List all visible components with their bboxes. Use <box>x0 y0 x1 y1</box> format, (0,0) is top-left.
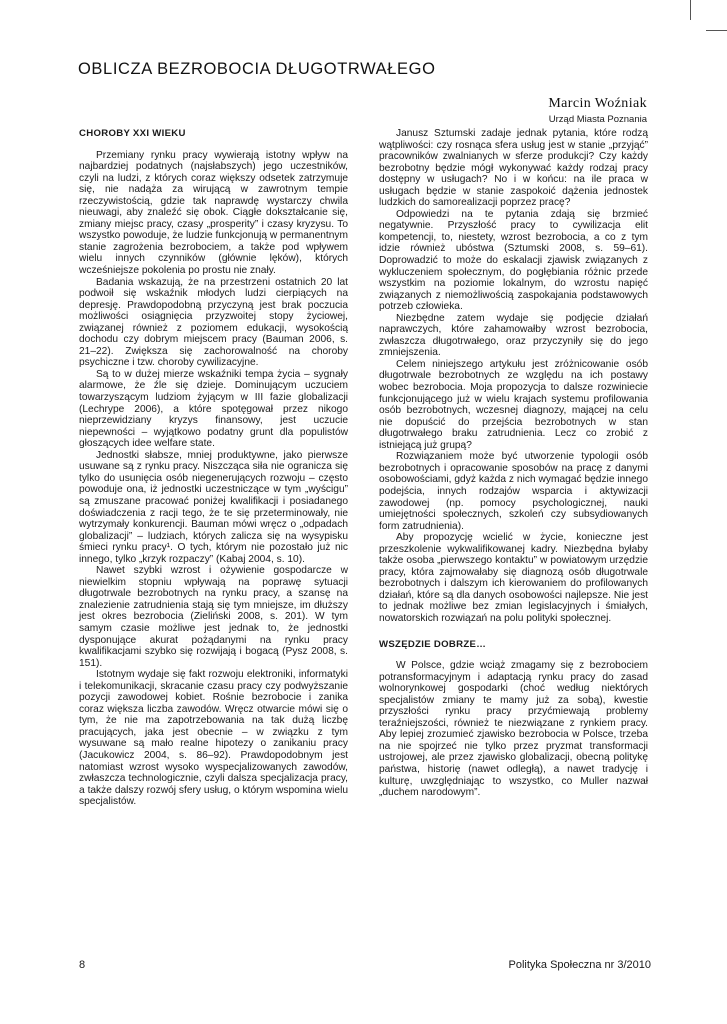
paragraph: Rozwiązaniem może być utworzenie typologii osób bezrobotnych i opracowanie sposobów na pracę z danymi osobowościami, gdyż każda z nich wymagać będzie innego podejścia, innych rodzajów wsparcia i aktywizacji zawodowej (np. pomocy psychologicznej, nauki umiejętności społecznych, szkoleń czy subsydiowanych form zatrudnienia). <box>379 451 648 532</box>
paragraph: Odpowiedzi na te pytania zdają się brzmieć negatywnie. Przyszłość pracy to cywilizacja elit kompetencji, to, niestety, wzrost bezrobocia, a co z tym idzie również ubóstwa (Sztumski 2008, s. 59–61). Doprowadzić to może do eskalacji zjawisk związanych z wykluczeniem społecznym, do pogłębiania różnic przede wszystkim na poziomie lokalnym, do wzrostu napięć związanych z niemożliwością zaspokajania podstawowych potrzeb człowieka. <box>379 208 648 313</box>
paragraph: Niezbędne zatem wydaje się podjęcie działań naprawczych, które zahamowałby wzrost bezrobocia, zwłaszcza długotrwałego, oraz przyczyniły się do jego zmniejszenia. <box>379 312 648 359</box>
crop-mark-horizontal <box>706 30 727 31</box>
paragraph: Istotnym wydaje się fakt rozwoju elektroniki, informatyki i telekomunikacji, skracanie czasu pracy czy podwyższanie pozycji zawodowej kobiet. Rośnie bezrobocie i zanika coraz większa liczba zawodów. Wręcz otwarcie mówi się o tym, że nie ma zapotrzebowania na tak dużą liczbę pracujących, jaka jest obecnie – w związku z tym wysuwane są mało realne hipotezy o zanikaniu pracy (Jacukowicz 2004, s. 86–92). Prawdopodobnym jest natomiast wzrost wysoko wyspecjalizowanych zawodów, zwłaszcza technologicznie, czyli dalsza specjalizacja pracy, a także dalszy rozwój sfery usług, o którym wspomina wielu specjalistów. <box>79 669 348 808</box>
paragraph: Badania wskazują, że na przestrzeni ostatnich 20 lat podwoił się wskaźnik młodych ludzi cierpiących na depresję. Prawdopodobną przyczyną jest brak poczucia możliwości osiągnięcia przyzwoitej stopy życiowej, związanej również z poziomem edukacji, wysokością dochodu czy dobrym miejscem pracy (Bauman 2006, s. 21–22). Zwiększa się zachorowalność na choroby psychiczne i tzw. choroby cywilizacyjne. <box>79 276 348 369</box>
paragraph: Celem niniejszego artykułu jest zróżnicowanie osób długotrwale bezrobotnych ze względu na ich postawy wobec bezrobocia. Moja propozycja to dalsze rozwiniecie funkcjonującego już w wielu krajach systemu profilowania osób bezrobotnych, wczesnej diagnozy, mającej na celu nie dopuścić do przejścia bezrobotnych w stan długotrwałego braku zatrudnienia. Lecz co zrobić z istniejącą już grupą? <box>379 358 648 451</box>
paragraph: Jednostki słabsze, mniej produktywne, jako pierwsze usuwane są z rynku pracy. Niszcząca siła nie ogranicza się tylko do usunięcia osób niegenerujących rozwoju – często powoduje ona, iż jednostki uczestniczące w tym „wyścigu” są zmuszane pracować poniżej kwalifikacji i posiadanego doświadczenia z racji tego, że te się przeterminowały, nie wytrzymały konkurencji. Bauman mówi wręcz o „odpadach globalizacji” – ludziach, których zalicza się na wysypisku śmieci rynku pracy¹. O tych, którym nie pozostało już nic innego, tylko „krzyk rozpaczy” (Kabaj 2004, s. 10). <box>79 449 348 565</box>
author-block <box>548 96 647 125</box>
author-affiliation: Urząd Miasta Poznania <box>548 114 647 125</box>
left-column <box>79 128 348 808</box>
paragraph: Nawet szybki wzrost i ożywienie gospodarcze w niewielkim stopniu wpływają na poprawę sytuacji długotrwale bezrobotnych na rynku pracy, a szansę na znalezienie zatrudnienia stają się tym mniejsze, im dłuższy jest okres bezrobocia (Zieliński 2008, s. 201). W tym samym czasie możliwe jest jednak to, że jednostki dysponujące akurat pożądanymi na rynku pracy kwalifikacjami szybko się rozwijają i bogacą (Pysz 2008, s. 151). <box>79 565 348 669</box>
author-name: Marcin Woźniak <box>548 96 647 111</box>
article-title: OBLICZA BEZROBOCIA DŁUGOTRWAŁEGO <box>78 60 436 78</box>
paragraph: Aby propozycję wcielić w życie, konieczne jest przeszkolenie wykwalifikowanej kadry. Niezbędna byłaby także osoba „pierwszego kontaktu” w powiatowym urzędzie pracy, która zajmowałaby się diagnozą osób długotrwale bezrobotnych i dalszym ich kierowaniem do profilowanych działań, które są dla danych osobowości najlepsze. Nie jest to jednak możliwe bez zmian legislacyjnych i śmiałych, nowatorskich rozwiązań na polu polityki społecznej. <box>379 532 648 624</box>
paragraph: Przemiany rynku pracy wywierają istotny wpływ na najbardziej podatnych (najsłabszych) jego uczestników, czyli na ludzi, z których coraz większy odsetek zatrzymuje się, nie nadąża za wirującą w zawrotnym tempie rzeczywistością, gdzie tak naprawdę wystarczy chwila nieuwagi, aby znaleźć się obok. Ciągłe dokształcanie się, zmiany miejsc pracy, czasy „prosperity” i czasy kryzysu. To wszystko powoduje, że ludzie funkcjonują w permanentnym stanie zagrożenia bezrobociem, a także pod wpływem wielu innych czynników (głównie lęków), których wcześniejsze pokolenia po prostu nie znały. <box>79 149 348 277</box>
crop-mark-vertical <box>690 0 691 20</box>
right-column <box>379 128 648 799</box>
paragraph: Janusz Sztumski zadaje jednak pytania, które rodzą wątpliwości: czy rosnąca sfera usług jest w stanie „przyjąć” pracowników zwalnianych w sferze produkcji? Czy każdy bezrobotny będzie mógł wykonywać każdy rodzaj pracy dostępny w usługach? No i w końcu: na ile praca w usługach będzie w stanie zaspokoić dążenia jednostek ludzkich do samorealizacji poprzez pracę? <box>379 128 648 209</box>
page-number: 8 <box>79 959 86 971</box>
journal-name: Polityka Społeczna nr 3/2010 <box>508 959 651 971</box>
section-heading-wszedzie: WSZĘDZIE DOBRZE… <box>379 638 487 650</box>
paragraph: W Polsce, gdzie wciąż zmagamy się z bezrobociem potransformacyjnym i adaptacją rynku pracy do zasad wolnorynkowej gospodarki (choć według niektórych specjalistów zmiany te mamy już za sobą), kwestie przyszłości rynku pracy przyćmiewają problemy teraźniejszości, również te niezwiązane z rynkiem pracy. Aby lepiej zrozumieć zjawisko bezrobocia w Polsce, trzeba na nie spojrzeć nie tylko przez pryzmat transformacji ustrojowej, ale przez zjawisko globalizacji, obecną politykę państwa, historię (nawet odległą), a nawet tradycję i kulturę, uwzględniając to wszystko, co Muller nazwał „duchem narodowym”. <box>379 660 648 799</box>
section-heading-choroby: CHOROBY XXI WIEKU <box>79 128 186 139</box>
paragraph: Są to w dużej mierze wskaźniki tempa życia – sygnały alarmowe, że źle się dzieje. Dominującym uczuciem towarzyszącym ludziom żyjącym w III fazie globalizacji (Lechrype 2006), a które spotęgował przez nikogo nieprzewidziany kryzys finansowy, jest uczucie niepewności – wyjątkowo podatny grunt dla populistów głoszących idee welfare state. <box>79 368 348 450</box>
